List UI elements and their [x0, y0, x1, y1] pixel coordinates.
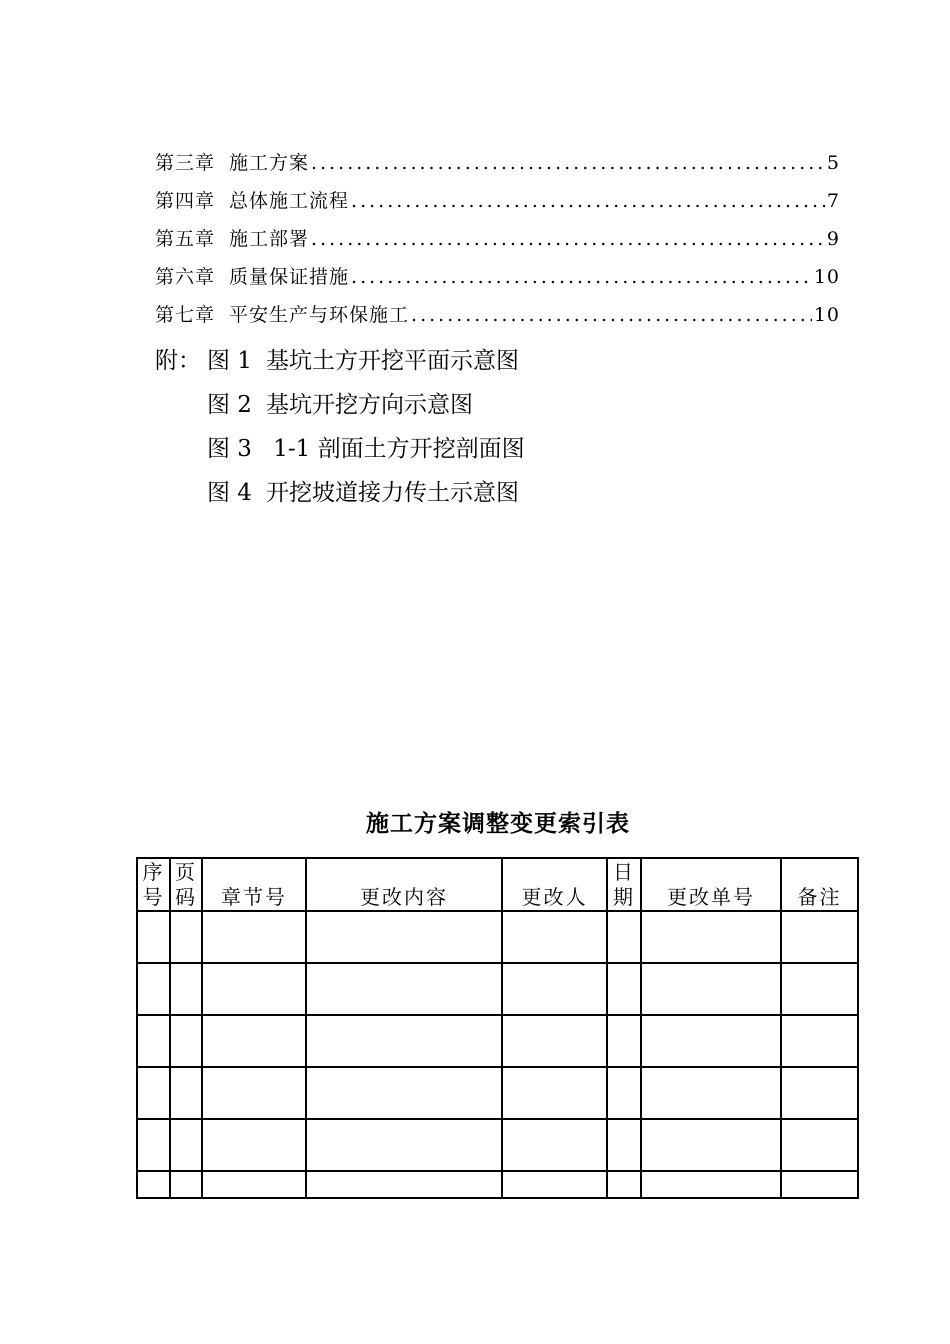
figure-number: 图 3 [207, 435, 252, 462]
header-order: 更改单号 [641, 858, 781, 911]
table-cell[interactable] [641, 1119, 781, 1171]
figure-title: 基坑土方开挖平面示意图 [265, 347, 519, 374]
table-of-contents [155, 148, 840, 338]
toc-entry[interactable] [155, 148, 840, 186]
toc-title: 质量保证措施 [229, 266, 350, 288]
header-content: 更改内容 [306, 858, 502, 911]
figure-number: 图 2 [207, 391, 252, 418]
table-cell[interactable] [137, 911, 170, 963]
table-row [137, 911, 858, 963]
table-cell[interactable] [170, 1119, 202, 1171]
table-cell[interactable] [502, 1015, 607, 1067]
toc-leader-dots [351, 190, 825, 212]
table-cell[interactable] [202, 1119, 306, 1171]
table-cell[interactable] [137, 1015, 170, 1067]
figure-title: 开挖坡道接力传土示意图 [265, 479, 519, 506]
header-date [607, 858, 641, 911]
toc-leader-dots [351, 266, 812, 288]
header-seq [137, 858, 170, 911]
toc-entry[interactable] [155, 262, 840, 300]
table-cell[interactable] [306, 1067, 502, 1119]
table-cell[interactable] [306, 1171, 502, 1198]
change-index-table [136, 857, 859, 1199]
table-cell[interactable] [202, 1171, 306, 1198]
header-date-line2: 期 [613, 885, 635, 909]
toc-page-number: 9 [826, 228, 840, 250]
table-cell[interactable] [641, 1015, 781, 1067]
table-cell[interactable] [781, 1119, 858, 1171]
table-cell[interactable] [202, 911, 306, 963]
table-cell[interactable] [202, 1015, 306, 1067]
table-title-text: 施工方案调整变更索引表 [366, 810, 630, 837]
figure-title: 基坑开挖方向示意图 [265, 391, 473, 418]
toc-page-number: 10 [813, 266, 840, 288]
header-remark: 备注 [781, 858, 858, 911]
attachment-item[interactable] [155, 336, 525, 380]
header-seq-line2: 号 [142, 885, 165, 909]
table-cell[interactable] [137, 963, 170, 1015]
table-cell[interactable] [306, 911, 502, 963]
table-cell[interactable] [170, 1171, 202, 1198]
toc-leader-dots [311, 228, 825, 250]
table-title [0, 805, 950, 838]
table-cell[interactable] [502, 911, 607, 963]
attachment-item[interactable] [155, 468, 525, 512]
table-cell[interactable] [607, 1015, 641, 1067]
header-person: 更改人 [502, 858, 607, 911]
toc-page-number: 10 [813, 304, 840, 326]
toc-chapter: 第三章 [155, 152, 216, 174]
toc-entry[interactable] [155, 186, 840, 224]
attachment-list [155, 336, 525, 512]
table-cell[interactable] [781, 1171, 858, 1198]
toc-title: 总体施工流程 [229, 190, 350, 212]
header-seq-line1: 序 [142, 860, 165, 884]
table-cell[interactable] [781, 963, 858, 1015]
table-cell[interactable] [202, 963, 306, 1015]
toc-leader-dots [411, 304, 812, 326]
table-cell[interactable] [641, 911, 781, 963]
table-cell[interactable] [641, 1171, 781, 1198]
table-cell[interactable] [781, 911, 858, 963]
table-cell[interactable] [607, 911, 641, 963]
header-page-line2: 码 [175, 885, 197, 909]
table-cell[interactable] [502, 1171, 607, 1198]
table-cell[interactable] [137, 1067, 170, 1119]
table-cell[interactable] [202, 1067, 306, 1119]
table-cell[interactable] [306, 1119, 502, 1171]
table-cell[interactable] [607, 963, 641, 1015]
toc-title: 施工方案 [229, 152, 310, 174]
table-row [137, 1067, 858, 1119]
toc-chapter: 第六章 [155, 266, 216, 288]
attachment-item[interactable] [155, 380, 525, 424]
toc-chapter: 第四章 [155, 190, 216, 212]
table-cell[interactable] [607, 1067, 641, 1119]
header-page-line1: 页 [175, 860, 197, 884]
attachment-item[interactable] [155, 424, 525, 468]
header-page [170, 858, 202, 911]
toc-title: 施工部署 [229, 228, 310, 250]
table-row [137, 963, 858, 1015]
table-cell[interactable] [170, 963, 202, 1015]
figure-title: 1-1 剖面土方开挖剖面图 [265, 435, 525, 462]
table-cell[interactable] [781, 1015, 858, 1067]
table-cell[interactable] [502, 1067, 607, 1119]
table-row [137, 1015, 858, 1067]
table-cell[interactable] [781, 1067, 858, 1119]
toc-page-number: 5 [826, 152, 840, 174]
table-cell[interactable] [641, 1067, 781, 1119]
table-cell[interactable] [137, 1119, 170, 1171]
table-cell[interactable] [170, 1067, 202, 1119]
toc-leader-dots [311, 152, 825, 174]
toc-entry[interactable] [155, 224, 840, 262]
table-cell[interactable] [306, 963, 502, 1015]
toc-page-number: 7 [826, 190, 840, 212]
table-cell[interactable] [502, 1119, 607, 1171]
toc-chapter: 第七章 [155, 304, 216, 326]
figure-number: 图 4 [207, 479, 252, 506]
table-cell[interactable] [641, 963, 781, 1015]
toc-chapter: 第五章 [155, 228, 216, 250]
table-cell[interactable] [170, 911, 202, 963]
table-cell[interactable] [306, 1015, 502, 1067]
table-cell[interactable] [137, 1171, 170, 1198]
table-cell[interactable] [170, 1015, 202, 1067]
header-date-line1: 日 [613, 860, 635, 884]
table-cell[interactable] [502, 963, 607, 1015]
table-cell[interactable] [607, 1171, 641, 1198]
toc-entry[interactable] [155, 300, 840, 338]
table-header-row [137, 858, 858, 911]
table-row [137, 1119, 858, 1171]
toc-title: 平安生产与环保施工 [229, 304, 410, 326]
figure-number: 图 1 [207, 347, 252, 374]
table-cell[interactable] [607, 1119, 641, 1171]
header-section: 章节号 [202, 858, 306, 911]
attachment-prefix: 附： [155, 347, 201, 374]
table-row [137, 1171, 858, 1198]
